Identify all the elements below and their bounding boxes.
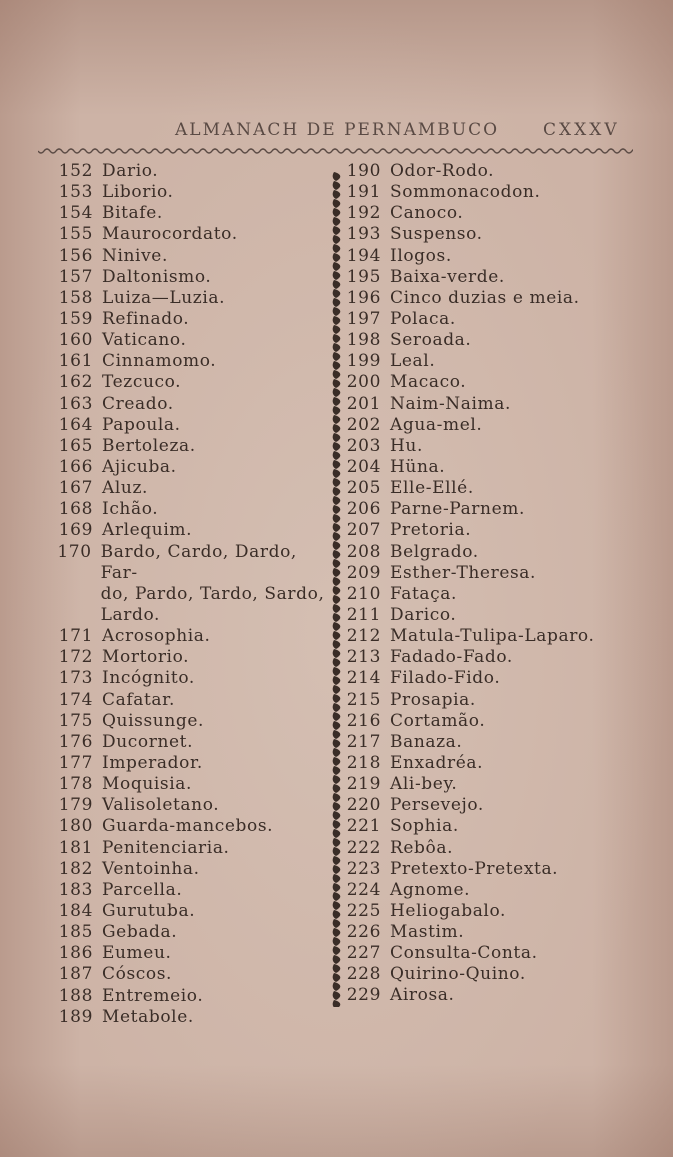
- list-item: [52, 415, 332, 436]
- entry-text: Mortorio.: [102, 647, 190, 668]
- entry-text: Arlequim.: [102, 520, 193, 541]
- entry-text: Seroada.: [390, 330, 472, 351]
- list-item: [52, 668, 332, 689]
- entry-number: 187: [58, 964, 93, 985]
- list-item: [340, 964, 640, 985]
- list-item: [340, 985, 640, 1006]
- entry-number: 197: [346, 308, 381, 329]
- entry-text: Cinnamomo.: [102, 351, 217, 372]
- entry-number: 185: [58, 922, 93, 943]
- entry-text: Ninive.: [102, 245, 168, 266]
- list-item: [340, 584, 640, 605]
- list-item: [340, 626, 640, 647]
- entry-number: 202: [346, 414, 381, 435]
- entry-text: Filado-Fido.: [390, 668, 501, 689]
- list-item: [52, 964, 332, 985]
- list-item: [52, 288, 332, 309]
- entry-number: 209: [346, 562, 381, 583]
- list-item: [340, 711, 640, 732]
- entry-text: Incógnito.: [102, 668, 195, 689]
- entry-number: 180: [58, 816, 93, 837]
- list-item: [340, 267, 640, 288]
- entry-number: 182: [58, 858, 93, 879]
- entry-number: 222: [346, 837, 381, 858]
- entry-text: Suspenso.: [390, 224, 483, 245]
- entry-text: Sommonacodon.: [390, 182, 541, 203]
- entry-number: 220: [346, 795, 381, 816]
- list-item: [340, 563, 640, 584]
- list-item: [340, 499, 640, 520]
- list-item: [52, 774, 332, 795]
- list-item: [340, 415, 640, 436]
- entry-text: Baixa-verde.: [390, 266, 505, 287]
- entry-text: Agnome.: [390, 879, 471, 900]
- list-item: [340, 309, 640, 330]
- entry-number: 196: [346, 287, 381, 308]
- entry-number: 154: [58, 203, 93, 224]
- entry-number: 170: [57, 541, 92, 562]
- entry-text: Hüna.: [390, 456, 446, 477]
- list-item: [52, 457, 332, 478]
- entry-text: Imperador.: [102, 753, 203, 773]
- entry-number: 221: [346, 816, 381, 837]
- entry-text: Cóscos.: [102, 964, 173, 985]
- entry-number: 228: [346, 964, 381, 985]
- list-item: [340, 690, 640, 711]
- list-item: [52, 859, 332, 880]
- entry-number: 192: [346, 203, 381, 224]
- entry-text: Gebada.: [102, 922, 178, 943]
- entry-text: Liborio.: [102, 182, 174, 203]
- entry-text: Ventoinha.: [102, 858, 200, 879]
- entry-number: 210: [346, 583, 381, 604]
- entry-number: 159: [58, 308, 93, 329]
- list-item: [340, 161, 640, 182]
- entry-number: 168: [58, 499, 93, 520]
- list-item: [52, 943, 332, 964]
- entry-number: 153: [58, 182, 93, 203]
- list-item: [340, 647, 640, 668]
- entry-number: 175: [58, 710, 93, 731]
- entry-text: Tezcuco.: [102, 372, 182, 393]
- left-column: [52, 161, 332, 1028]
- entry-text: Sophia.: [390, 816, 459, 837]
- list-item: [52, 394, 332, 415]
- entry-text: Penitenciaria.: [102, 837, 230, 858]
- entry-text: Belgrado.: [390, 541, 479, 562]
- entry-number: 156: [58, 245, 93, 266]
- entry-number: 205: [346, 478, 381, 499]
- entry-text: Macaco.: [390, 372, 467, 393]
- entry-text: [101, 542, 332, 627]
- list-item: [340, 922, 640, 943]
- entry-number: 214: [346, 668, 381, 689]
- entry-text-line: Bardo, Cardo, Dardo, Far-: [100, 541, 297, 583]
- entry-number: 186: [58, 943, 93, 964]
- list-item: [52, 351, 332, 372]
- entry-text: Consulta-Conta.: [390, 943, 538, 964]
- list-item: [52, 626, 332, 647]
- list-item: [52, 203, 332, 224]
- entry-number: 212: [346, 626, 381, 647]
- list-item: [340, 182, 640, 203]
- list-item: [52, 478, 332, 499]
- entry-text-line: do, Pardo, Tardo, Sardo,: [100, 583, 325, 604]
- entry-number: 178: [58, 774, 93, 795]
- entry-text: Cinco duzias e meia.: [390, 287, 580, 308]
- entry-text: Metabole.: [102, 1006, 194, 1027]
- entry-text: Darico.: [390, 604, 457, 625]
- entry-number: 199: [346, 351, 381, 372]
- list-item: [340, 838, 640, 859]
- entry-text: Pretexto-Pretexta.: [390, 858, 559, 879]
- entry-number: 161: [58, 351, 93, 372]
- list-item: [52, 922, 332, 943]
- list-item: [52, 795, 332, 816]
- list-item: [340, 816, 640, 837]
- list-item: [52, 267, 332, 288]
- entry-text: Naim-Naima.: [390, 393, 512, 414]
- entry-number: 215: [346, 689, 381, 710]
- list-item: [340, 288, 640, 309]
- entry-text: Mastim.: [390, 922, 465, 943]
- entry-number: 173: [58, 668, 93, 689]
- list-item: [340, 330, 640, 351]
- entry-number: 189: [58, 1006, 93, 1027]
- entry-text: Bertoleza.: [102, 435, 196, 456]
- entry-text: Eumeu.: [102, 943, 172, 964]
- entry-number: 157: [58, 266, 93, 287]
- entry-text: Cortamão.: [390, 710, 486, 731]
- list-item: [340, 774, 640, 795]
- entry-number: 200: [346, 372, 381, 393]
- list-item: [340, 668, 640, 689]
- entry-text: Fataça.: [390, 583, 458, 604]
- list-item: [52, 880, 332, 901]
- entry-text: Maurocordato.: [102, 224, 238, 245]
- entry-text: Pretoria.: [390, 520, 472, 541]
- list-item: [340, 372, 640, 393]
- entry-number: 179: [58, 795, 93, 816]
- entry-text: Moquisia.: [102, 774, 193, 795]
- entry-text: Valisoletano.: [102, 795, 220, 816]
- list-item: [52, 224, 332, 245]
- entry-text: Entremeio.: [102, 985, 204, 1006]
- entry-text: Guarda-mancebos.: [102, 816, 274, 837]
- list-item: [52, 838, 332, 859]
- list-item: [340, 436, 640, 457]
- entry-text: Quirino-Quino.: [390, 964, 526, 985]
- entry-number: 171: [58, 626, 93, 647]
- entry-number: 224: [346, 879, 381, 900]
- entry-text: Canoco.: [390, 203, 464, 224]
- list-item: [52, 542, 332, 627]
- entry-number: 216: [346, 710, 381, 731]
- list-item: [52, 1007, 332, 1028]
- list-item: [340, 351, 640, 372]
- list-item: [340, 246, 640, 267]
- entry-text: Matula-Tulipa-Laparo.: [390, 626, 595, 647]
- entry-number: 152: [58, 161, 93, 181]
- list-item: [52, 690, 332, 711]
- entry-number: 203: [346, 435, 381, 456]
- entry-text: Dario.: [102, 161, 159, 181]
- list-item: [52, 986, 332, 1007]
- entry-number: 190: [346, 161, 381, 181]
- entry-number: 206: [346, 499, 381, 520]
- entry-text: Ducornet.: [102, 731, 194, 752]
- list-item: [52, 753, 332, 774]
- list-item: [340, 457, 640, 478]
- entry-number: 167: [58, 478, 93, 499]
- entry-number: 181: [58, 837, 93, 858]
- list-item: [52, 182, 332, 203]
- entry-text: Polaca.: [390, 308, 456, 329]
- list-item: [52, 732, 332, 753]
- entry-number: 177: [58, 753, 93, 773]
- entry-number: 191: [346, 182, 381, 203]
- entry-text: Ichão.: [102, 499, 159, 520]
- entry-number: 204: [346, 456, 381, 477]
- list-item: [52, 161, 332, 182]
- entry-text: Agua-mel.: [390, 414, 483, 435]
- entry-number: 155: [58, 224, 93, 245]
- entry-number: 188: [58, 985, 93, 1006]
- list-item: [52, 330, 332, 351]
- list-item: [340, 880, 640, 901]
- entry-text: Parne-Parnem.: [390, 499, 525, 520]
- entry-number: 174: [58, 689, 93, 710]
- entry-text: Enxadréa.: [390, 752, 484, 773]
- entry-number: 218: [346, 752, 381, 773]
- entry-number: 207: [346, 520, 381, 541]
- entry-number: 223: [346, 858, 381, 879]
- entry-text: Banaza.: [390, 731, 463, 752]
- entry-text: Elle-Ellé.: [390, 478, 474, 499]
- entry-number: 195: [346, 266, 381, 287]
- entry-number: 201: [346, 393, 381, 414]
- entry-text: Fadado-Fado.: [390, 647, 513, 668]
- entry-number: 194: [346, 245, 381, 266]
- list-item: [340, 859, 640, 880]
- list-item: [52, 816, 332, 837]
- list-item: [340, 753, 640, 774]
- entry-text: Leal.: [390, 351, 436, 372]
- entry-number: 162: [58, 372, 93, 393]
- entry-text: Odor-Rodo.: [390, 161, 495, 181]
- list-item: [52, 499, 332, 520]
- entry-text: Cafatar.: [102, 689, 175, 710]
- entry-text: Quissunge.: [102, 710, 205, 731]
- entry-text: Bitafe.: [102, 203, 163, 224]
- entry-number: 227: [346, 943, 381, 964]
- entry-number: 169: [58, 520, 93, 541]
- header-title: ALMANACH DE PERNAMBUCO: [175, 120, 500, 140]
- entry-text: Ajicuba.: [102, 456, 177, 477]
- entry-text: Prosapia.: [390, 689, 476, 710]
- header-page-number: CXXXV: [543, 120, 620, 140]
- list-item: [340, 795, 640, 816]
- entry-text: Creado.: [102, 393, 174, 414]
- entry-text: Aluz.: [102, 478, 149, 499]
- entry-number: 208: [346, 541, 381, 562]
- list-item: [52, 901, 332, 922]
- list-item: [52, 246, 332, 267]
- entry-text: Heliogabalo.: [390, 900, 507, 921]
- list-item: [340, 605, 640, 626]
- entry-number: 158: [58, 287, 93, 308]
- entry-text: Esther-Theresa.: [390, 562, 537, 583]
- list-item: [340, 224, 640, 245]
- entry-number: 165: [58, 435, 93, 456]
- list-item: [340, 732, 640, 753]
- list-item: [52, 309, 332, 330]
- list-item: [340, 901, 640, 922]
- entry-text: Ilogos.: [390, 245, 452, 266]
- entry-number: 198: [346, 330, 381, 351]
- entry-number: 217: [346, 731, 381, 752]
- list-item: [52, 520, 332, 541]
- wavy-rule-divider: [38, 145, 633, 157]
- entry-text: Refinado.: [102, 308, 190, 329]
- list-item: [52, 647, 332, 668]
- entry-text: Parcella.: [102, 879, 183, 900]
- list-item: [340, 943, 640, 964]
- list-item: [52, 372, 332, 393]
- entry-text-line: Lardo.: [100, 605, 161, 625]
- entry-text: Rebôa.: [390, 837, 454, 858]
- entry-number: 172: [58, 647, 93, 668]
- entry-text: Ali-bey.: [390, 774, 458, 795]
- entry-text: Hu.: [390, 435, 423, 456]
- entry-number: 226: [346, 922, 381, 943]
- entry-number: 164: [58, 414, 93, 435]
- entry-number: 225: [346, 900, 381, 921]
- entry-number: 183: [58, 879, 93, 900]
- entry-text: Persevejo.: [390, 795, 484, 816]
- entry-number: 176: [58, 731, 93, 752]
- entry-number: 163: [58, 393, 93, 414]
- list-item: [340, 520, 640, 541]
- right-column: [340, 161, 640, 1007]
- entry-number: 160: [58, 330, 93, 351]
- entry-text: Luiza—Luzia.: [102, 287, 226, 308]
- list-item: [340, 478, 640, 499]
- entry-number: 229: [346, 985, 381, 1006]
- entry-text: Vaticano.: [102, 330, 187, 351]
- entry-number: 193: [346, 224, 381, 245]
- list-item: [52, 711, 332, 732]
- list-item: [340, 542, 640, 563]
- entry-text: Daltonismo.: [102, 266, 212, 287]
- entry-text: Papoula.: [102, 414, 181, 435]
- entry-text: Acrosophia.: [102, 626, 211, 647]
- list-item: [52, 436, 332, 457]
- entry-number: 213: [346, 647, 381, 668]
- list-item: [340, 203, 640, 224]
- entry-text: Gurutuba.: [102, 900, 196, 921]
- entry-number: 166: [58, 456, 93, 477]
- entry-number: 184: [58, 900, 93, 921]
- entry-text: Airosa.: [390, 985, 455, 1006]
- entry-number: 211: [346, 604, 381, 625]
- list-item: [340, 394, 640, 415]
- entry-number: 219: [346, 774, 381, 795]
